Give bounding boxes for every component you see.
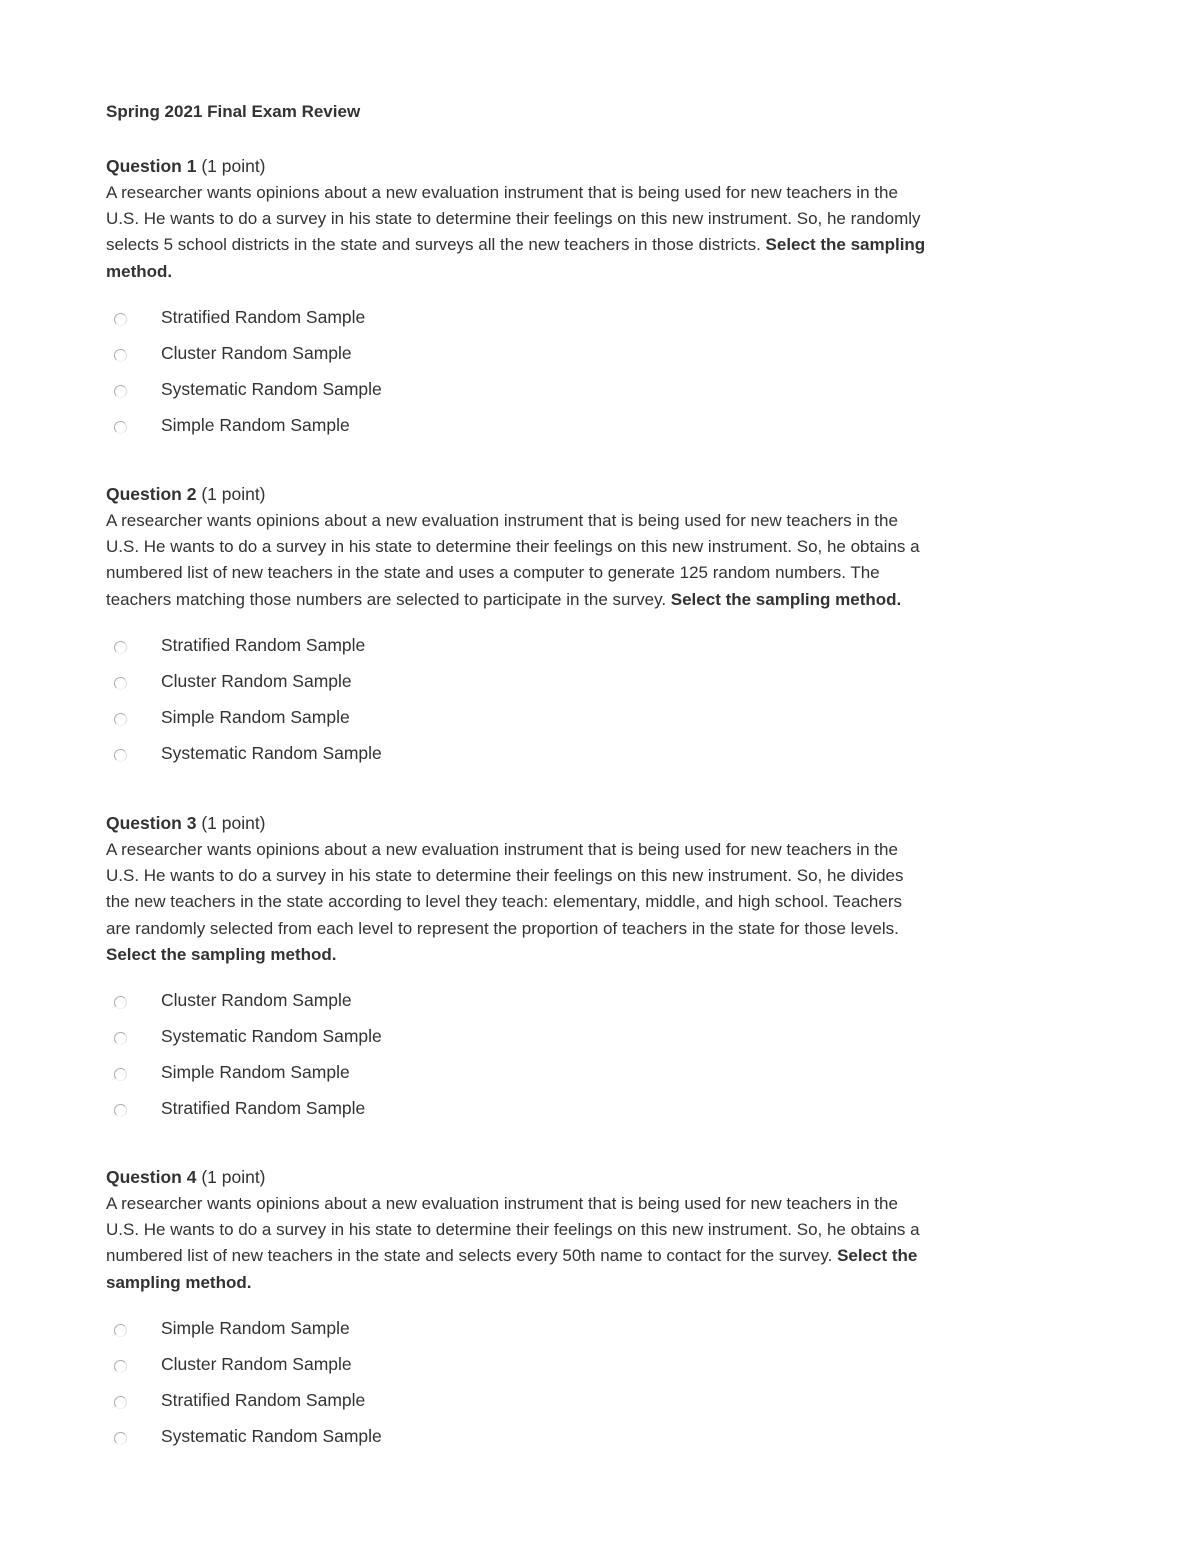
option-label: Stratified Random Sample <box>161 1390 366 1411</box>
question-text: numbered list of new teachers in the state and selects every 50th name to contact for the survey. <box>106 1246 838 1266</box>
question-text-line <box>106 837 1106 863</box>
radio-button[interactable] <box>114 749 127 762</box>
question-text-line <box>106 560 1106 586</box>
question-number: Question 2 <box>106 484 197 504</box>
radio-button[interactable] <box>114 313 127 326</box>
question-instruction: Select the sampling method. <box>670 589 902 609</box>
question-text-line <box>106 889 1106 915</box>
question-text: U.S. He wants to do a survey in his state to determine their feelings on this new instrument. So, he randomly <box>106 208 921 228</box>
question-text-line <box>106 180 1106 206</box>
radio-button[interactable] <box>114 349 127 362</box>
question-text: teachers matching those numbers are selected to participate in the survey. <box>106 589 671 609</box>
option-label: Cluster Random Sample <box>161 671 352 692</box>
question-text: A researcher wants opinions about a new evaluation instrument that is being used for new teachers in the <box>106 182 898 202</box>
question-heading <box>106 481 1106 508</box>
question-instruction: method. <box>106 261 173 281</box>
option-label: Simple Random Sample <box>161 1062 350 1083</box>
question-2 <box>106 481 1106 788</box>
question-text: A researcher wants opinions about a new evaluation instrument that is being used for new teachers in the <box>106 1193 898 1213</box>
option-label: Cluster Random Sample <box>161 990 352 1011</box>
question-text-line <box>106 863 1106 889</box>
radio-button[interactable] <box>114 1432 127 1445</box>
question-points: (1 point) <box>201 1167 266 1187</box>
question-text-line <box>106 259 1106 285</box>
radio-button[interactable] <box>114 641 127 654</box>
option-label: Simple Random Sample <box>161 415 350 436</box>
radio-button[interactable] <box>114 421 127 434</box>
question-text: A researcher wants opinions about a new evaluation instrument that is being used for new teachers in the <box>106 839 898 859</box>
radio-button[interactable] <box>114 1104 127 1117</box>
question-text-line <box>106 206 1106 232</box>
answer-option[interactable] <box>106 1426 1106 1471</box>
answer-options <box>106 1318 1106 1471</box>
radio-button[interactable] <box>114 385 127 398</box>
question-text-line <box>106 587 1106 613</box>
option-label: Cluster Random Sample <box>161 1354 352 1375</box>
question-text: U.S. He wants to do a survey in his state to determine their feelings on this new instrument. So, he divides <box>106 865 904 885</box>
question-text-line <box>106 916 1106 942</box>
question-heading <box>106 153 1106 180</box>
question-points: (1 point) <box>201 484 266 504</box>
question-instruction: Select the sampling method. <box>106 945 337 965</box>
option-label: Cluster Random Sample <box>161 343 352 364</box>
question-instruction: Select the sampling <box>765 235 926 255</box>
question-text-line <box>106 1243 1106 1269</box>
question-1 <box>106 153 1106 460</box>
question-text-line <box>106 534 1106 560</box>
question-text-line <box>106 1191 1106 1217</box>
question-text-line <box>106 1217 1106 1243</box>
question-number: Question 1 <box>106 156 197 176</box>
answer-option[interactable] <box>106 743 1106 788</box>
option-label: Simple Random Sample <box>161 1318 350 1339</box>
option-label: Stratified Random Sample <box>161 635 366 656</box>
question-heading <box>106 1164 1106 1191</box>
question-text: U.S. He wants to do a survey in his state to determine their feelings on this new instrument. So, he obtains a <box>106 536 920 556</box>
radio-button[interactable] <box>114 1032 127 1045</box>
question-text: the new teachers in the state according to level they teach: elementary, middle, and high school. Teachers <box>106 892 903 912</box>
question-text-line <box>106 1270 1106 1296</box>
answer-option[interactable] <box>106 1098 1106 1143</box>
answer-option[interactable] <box>106 415 1106 460</box>
option-label: Stratified Random Sample <box>161 1098 366 1119</box>
question-3 <box>106 810 1106 1143</box>
question-points: (1 point) <box>201 156 266 176</box>
answer-options <box>106 990 1106 1143</box>
radio-button[interactable] <box>114 996 127 1009</box>
radio-button[interactable] <box>114 1360 127 1373</box>
question-text-line <box>106 942 1106 968</box>
question-heading <box>106 810 1106 837</box>
answer-options <box>106 307 1106 460</box>
radio-button[interactable] <box>114 677 127 690</box>
question-number: Question 4 <box>106 1167 197 1187</box>
question-text: A researcher wants opinions about a new evaluation instrument that is being used for new teachers in the <box>106 510 898 530</box>
option-label: Systematic Random Sample <box>161 743 382 764</box>
question-text: numbered list of new teachers in the state and uses a computer to generate 125 random numbers. The <box>106 563 880 583</box>
question-points: (1 point) <box>201 813 266 833</box>
question-text: U.S. He wants to do a survey in his state to determine their feelings on this new instrument. So, he obtains a <box>106 1219 920 1239</box>
option-label: Systematic Random Sample <box>161 1426 382 1447</box>
document-title: Spring 2021 Final Exam Review <box>106 102 361 121</box>
question-text: are randomly selected from each level to represent the proportion of teachers in the state for those levels. <box>106 918 899 938</box>
option-label: Simple Random Sample <box>161 707 350 728</box>
question-4 <box>106 1164 1106 1471</box>
question-number: Question 3 <box>106 813 197 833</box>
question-instruction: Select the <box>837 1246 918 1266</box>
question-instruction: sampling method. <box>106 1272 252 1292</box>
radio-button[interactable] <box>114 713 127 726</box>
option-label: Stratified Random Sample <box>161 307 366 328</box>
option-label: Systematic Random Sample <box>161 1026 382 1047</box>
radio-button[interactable] <box>114 1396 127 1409</box>
radio-button[interactable] <box>114 1324 127 1337</box>
question-text-line <box>106 508 1106 534</box>
question-text: selects 5 school districts in the state and surveys all the new teachers in those districts. <box>106 235 766 255</box>
option-label: Systematic Random Sample <box>161 379 382 400</box>
radio-button[interactable] <box>114 1068 127 1081</box>
answer-options <box>106 635 1106 788</box>
question-text-line <box>106 232 1106 258</box>
